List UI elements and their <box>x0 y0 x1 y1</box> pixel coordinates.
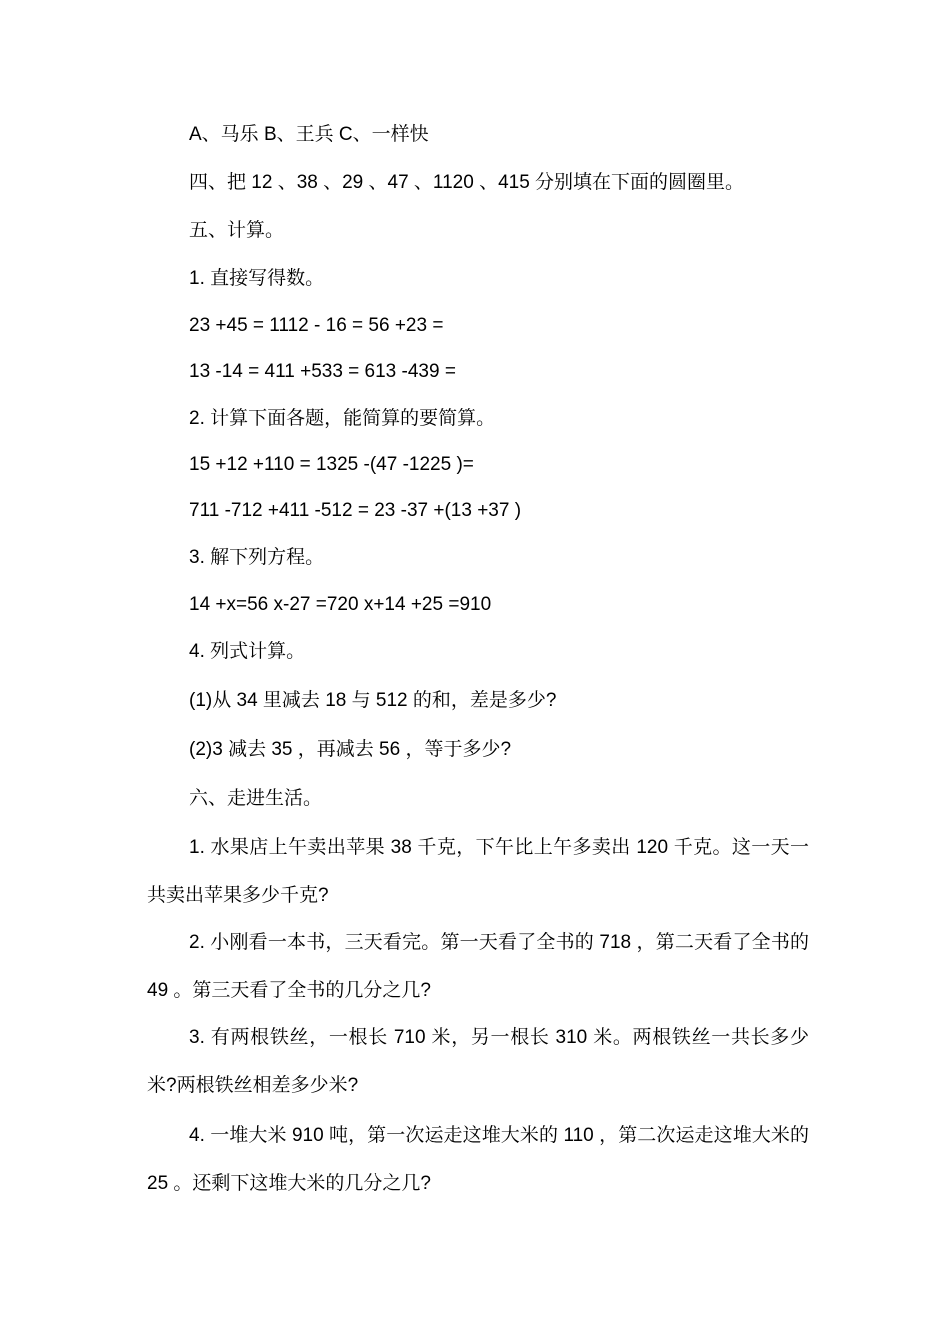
life-problem-1: 1. 水果店上午卖出苹果 38 千克，下午比上午多卖出 120 千克。这一天一共卖出苹果多少千克? <box>147 837 809 906</box>
choice-options-line: A、马乐 B、王兵 C、一样快 <box>189 124 429 145</box>
section-six-heading: 六、走进生活。 <box>189 788 323 809</box>
subsection-2-heading: 2. 计算下面各题，能简算的要简算。 <box>189 408 496 429</box>
life-problem-3: 3. 有两根铁丝，一根长 710 米，另一根长 310 米。两根铁丝一共长多少米?两根铁丝相差多少米? <box>147 1027 809 1096</box>
subsection-4-heading: 4. 列式计算。 <box>189 641 306 662</box>
calc-line-4: 711 -712 +411 -512 = 23 -37 +(13 +37 ) <box>189 500 522 521</box>
life-problem-4: 4. 一堆大米 910 吨，第一次运走这堆大米的 110 ，第二次运走这堆大米的 25 。还剩下这堆大米的几分之几? <box>147 1125 809 1194</box>
equation-line: 14 +x=56 x-27 =720 x+14 +25 =910 <box>189 594 492 615</box>
life-problem-2: 2. 小刚看一本书，三天看完。第一天看了全书的 718 ，第二天看了全书的 49 。第三天看了全书的几分之几? <box>147 932 809 1001</box>
calc-line-1: 23 +45 = 1112 - 16 = 56 +23 = <box>189 315 444 336</box>
calc-line-3: 15 +12 +110 = 1325 -(47 -1225 )= <box>189 454 474 475</box>
section-four-heading: 四、把 12 、38 、29 、47 、1120 、415 分别填在下面的圆圈里。 <box>189 172 745 193</box>
section-five-heading: 五、计算。 <box>189 220 285 241</box>
subsection-1-heading: 1. 直接写得数。 <box>189 268 325 289</box>
word-calc-1: (1)从 34 里减去 18 与 512 的和，差是多少? <box>189 690 557 711</box>
subsection-3-heading: 3. 解下列方程。 <box>189 547 325 568</box>
word-calc-2: (2)3 减去 35 ，再减去 56 ，等于多少? <box>189 739 512 760</box>
calc-line-2: 13 -14 = 411 +533 = 613 -439 = <box>189 361 456 382</box>
